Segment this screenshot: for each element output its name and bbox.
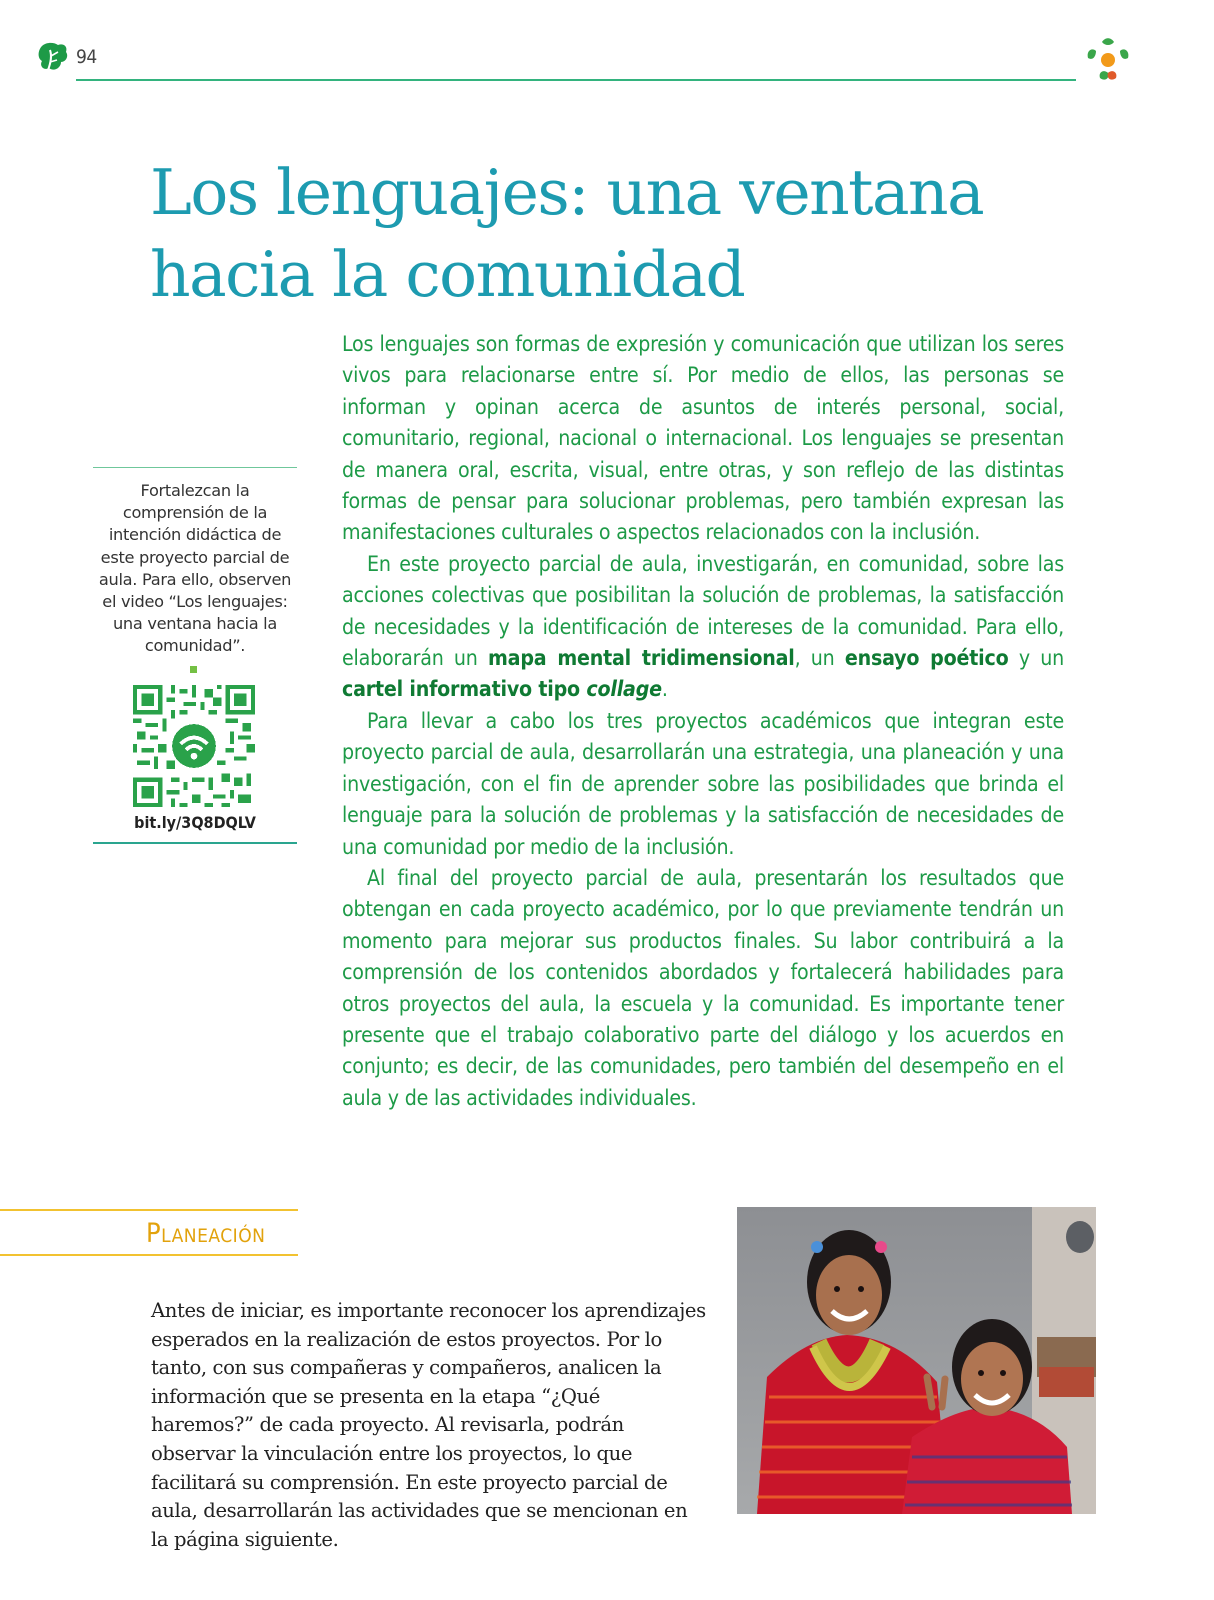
intro-body	[342, 328, 1064, 1113]
header-rule	[76, 79, 1076, 81]
sidebar-dot	[190, 666, 197, 673]
p2-sep1: , un	[794, 645, 845, 671]
planeacion-heading: Planeación	[146, 1218, 266, 1249]
qr-code-icon[interactable]	[133, 685, 255, 807]
p2-sep2: y un	[1008, 645, 1064, 671]
leaf-logo-icon	[36, 40, 70, 74]
video-link[interactable]: bit.ly/3Q8DQLV	[134, 813, 256, 832]
photo-two-girls-traditional-dress	[737, 1207, 1096, 1514]
page-number: 94	[76, 46, 97, 68]
title-line-1: Los lenguajes: una ventana	[150, 156, 984, 229]
product-cartel	[342, 676, 662, 701]
p2-end: .	[661, 676, 668, 702]
product-cartel-collage: collage	[586, 676, 662, 702]
product-ensayo-poetico: ensayo poético	[844, 645, 1009, 671]
paragraph-3: Para llevar a cabo los tres proyectos académicos que integran este proyecto parcial de aula, desarrollarán una estrategia, una planeación y una investigación, con el fin de aprender sobre las posibilidades que brinda el lenguaje para la solución de problemas y la satisfacción de necesidades de una comunidad por medio de la inclusión.	[342, 707, 1064, 859]
title-line-2: hacia la comunidad	[150, 238, 745, 311]
product-mapa-mental: mapa mental tridimensional	[488, 645, 795, 671]
planeacion-rule-bottom	[0, 1254, 298, 1256]
sidebar-text: Fortalezcan la comprensión de la intención didáctica de este proyecto parcial de aula. Para ello, observen el video “Los lenguajes: una ventana hacia la comunidad”.	[98, 481, 292, 656]
page-title	[150, 152, 1050, 316]
paragraph-2	[342, 548, 1064, 705]
flower-logo-icon	[1081, 34, 1135, 86]
paragraph-1: Los lenguajes son formas de expresión y comunicación que utilizan los seres vivos para relacionarse entre sí. Por medio de ellos, las personas se informan y opinan acerca de asuntos de interés personal, social, comunitario, regional, nacional o internacional. Los lenguajes se presentan de manera oral, escrita, visual, entre otras, y son reflejo de las distintas formas de pensar para solucionar problemas, pero también expresan las manifestaciones culturales o aspectos relacionados con la inclusión.	[342, 331, 1064, 545]
video-sidebar	[93, 467, 297, 844]
planeacion-text: Antes de iniciar, es importante reconocer los aprendizajes esperados en la realización de estos proyectos. Por lo tanto, con sus compañeras y compañeros, analicen la información que se presenta en la etapa “¿Qué haremos?” de cada proyecto. Al revisarla, podrán observar la vinculación entre los proyectos, lo que facilitará su comprensión. En este proyecto parcial de aula, desarrollarán las actividades que se mencionan en la página siguiente.	[151, 1299, 706, 1551]
paragraph-4: Al final del proyecto parcial de aula, presentarán los resultados que obtengan en cada proyecto académico, por lo que previamente tendrán un momento para mejorar sus productos finales. Su labor contribuirá a la comprensión de los contenidos abordados y fortalecerá habilidades para otros proyectos del aula, la escuela y la comunidad. Es importante tener presente que el trabajo colaborativo parte del diálogo y los acuerdos en conjunto; es decir, de las comunidades, pero también del desempeño en el aula y de las actividades individuales.	[342, 864, 1064, 1110]
product-cartel-label: cartel informativo tipo	[342, 676, 587, 702]
planeacion-rule-top	[0, 1209, 298, 1211]
p2-text: En este proyecto parcial de aula, investigarán, en comunidad, sobre las acciones colectivas que posibilitan la solución de problemas, la satisfacción de necesidades y la identificación de intereses de la comunidad. Para ello, elaborarán un	[342, 550, 1064, 671]
